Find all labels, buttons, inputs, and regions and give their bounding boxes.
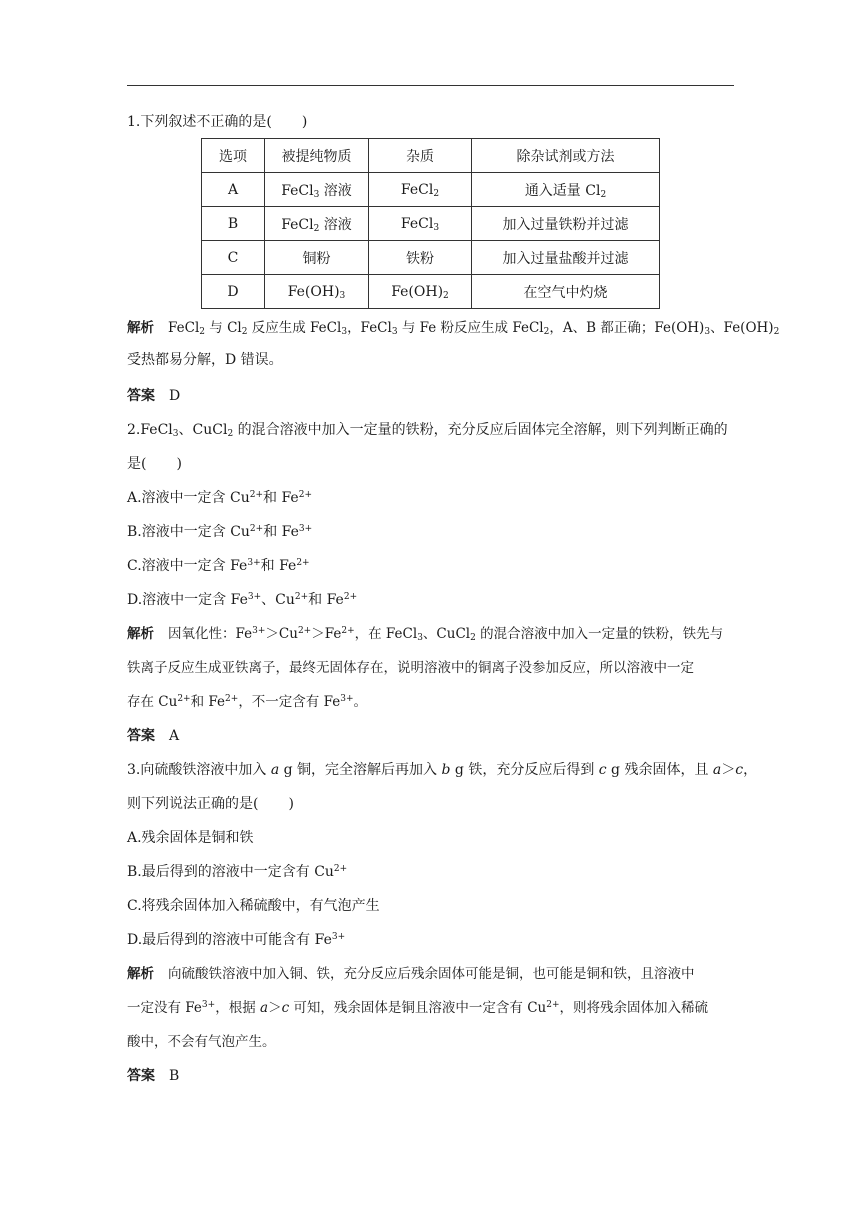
q3-stem-cont: 则下列说法正确的是( ): [127, 796, 294, 812]
q1-analysis: 解析 FeCl$_2$ 与 $Cl_2$ 反应生成 FeCl$_3$，FeCl$_3$ 与 Fe 粉反应生成 FeCl$_2$，A、B 都正确；$Fe(OH)_3$、$Fe(OH)_2$: [127, 320, 780, 337]
q2-answer: [127, 726, 179, 746]
q2-option-c: C.溶液中一定含 $Fe^{3+}$和 $Fe^{2+}$: [127, 558, 310, 574]
q3-analysis: 解析 向硫酸铁溶液中加入铜、铁，充分反应后残余固体可能是铜，也可能是铜和铁，且溶液中: [127, 966, 695, 982]
cell-method: 通入适量 $Cl_2$: [472, 173, 660, 207]
cell-option: B: [202, 207, 265, 241]
analysis-label: 解析: [127, 320, 154, 336]
cell-option: C: [202, 241, 265, 275]
q3-option-c: C.将残余固体加入稀硫酸中，有气泡产生: [127, 898, 380, 914]
cell-impurity: FeCl$_3$: [369, 207, 472, 241]
cell-option: D: [202, 275, 265, 309]
q1-stem-text: 1.下列叙述不正确的是(: [127, 114, 272, 130]
cell-impurity: FeCl$_2$: [369, 173, 472, 207]
q2-stem: 2.FeCl$_3$、CuCl$_2$ 的混合溶液中加入一定量的铁粉，充分反应后固体完全溶解，则下列判断正确的: [127, 422, 728, 439]
q3-option-a: A.残余固体是铜和铁: [127, 830, 254, 846]
table-row: [202, 173, 660, 207]
answer-label: 答案: [127, 1068, 155, 1084]
q2-option-d: D.溶液中一定含 $Fe^{3+}$、$Cu^{2+}$和 $Fe^{2+}$: [127, 592, 358, 608]
cell-substance: FeCl$_2$ 溶液: [265, 207, 369, 241]
q2-option-b: B.溶液中一定含 $Cu^{2+}$和 $Fe^{3+}$: [127, 524, 313, 540]
q1-answer: [127, 386, 180, 406]
q3-option-b: B.最后得到的溶液中一定含有 $Cu^{2+}$: [127, 864, 348, 880]
q2-analysis-cont: 铁离子反应生成亚铁离子，最终无固体存在，说明溶液中的铜离子没参加反应，所以溶液中一定: [127, 660, 694, 676]
cell-impurity: 铁粉: [369, 241, 472, 275]
header-rule: [127, 85, 734, 86]
q1-stem: [127, 112, 307, 132]
q3-answer: [127, 1066, 179, 1086]
header-method: 除杂试剂或方法: [472, 139, 660, 173]
q1-stem-close: ): [301, 114, 308, 130]
q3-option-d: D.最后得到的溶液中可能含有 $Fe^{3+}$: [127, 932, 346, 948]
q3-stem: 3.向硫酸铁溶液中加入 a g 铜，完全溶解后再加入 b g 铁，充分反应后得到 c g 残余固体，且 a＞c，: [127, 762, 758, 778]
cell-option: A: [202, 173, 265, 207]
table-row: [202, 275, 660, 309]
cell-method: 加入过量铁粉并过滤: [472, 207, 660, 241]
cell-method: 加入过量盐酸并过滤: [472, 241, 660, 275]
answer-value: A: [169, 728, 180, 744]
q2-option-a: A.溶液中一定含 $Cu^{2+}$和 $Fe^{2+}$: [127, 490, 312, 506]
q2-stem-cont: 是( ): [127, 456, 182, 472]
cell-substance: $Fe(OH)_3$: [265, 275, 369, 309]
header-option: 选项: [202, 139, 265, 173]
cell-substance: 铜粉: [265, 241, 369, 275]
answer-value: B: [169, 1068, 180, 1084]
answer-value: D: [169, 388, 181, 404]
table-header-row: [202, 139, 660, 173]
answer-label: 答案: [127, 728, 155, 744]
q3-analysis-cont2: 酸中，不会有气泡产生。: [127, 1034, 276, 1050]
analysis-label: 解析: [127, 626, 154, 642]
table-row: [202, 241, 660, 275]
table-row: [202, 207, 660, 241]
header-substance: 被提纯物质: [265, 139, 369, 173]
header-impurity: 杂质: [369, 139, 472, 173]
q3-analysis-cont: 一定没有 $Fe^{3+}$，根据 a＞c 可知，残余固体是铜且溶液中一定含有 $Cu^{2+}$，则将残余固体加入稀硫: [127, 1000, 709, 1016]
q1-table: [201, 138, 660, 309]
q2-analysis-cont2: 存在 $Cu^{2+}$和 $Fe^{2+}$，不一定含有 $Fe^{3+}$。: [127, 694, 368, 710]
q1-analysis-cont: 受热都易分解，D 错误。: [127, 352, 283, 368]
cell-impurity: $Fe(OH)_2$: [369, 275, 472, 309]
cell-substance: FeCl$_3$ 溶液: [265, 173, 369, 207]
q2-analysis: 解析 因氧化性：$Fe^{3+}>Cu^{2+}>Fe^{2+}$，在 FeCl$_3$、CuCl$_2$ 的混合溶液中加入一定量的铁粉，铁先与: [127, 626, 724, 643]
answer-label: 答案: [127, 388, 155, 404]
cell-method: 在空气中灼烧: [472, 275, 660, 309]
analysis-label: 解析: [127, 966, 154, 982]
